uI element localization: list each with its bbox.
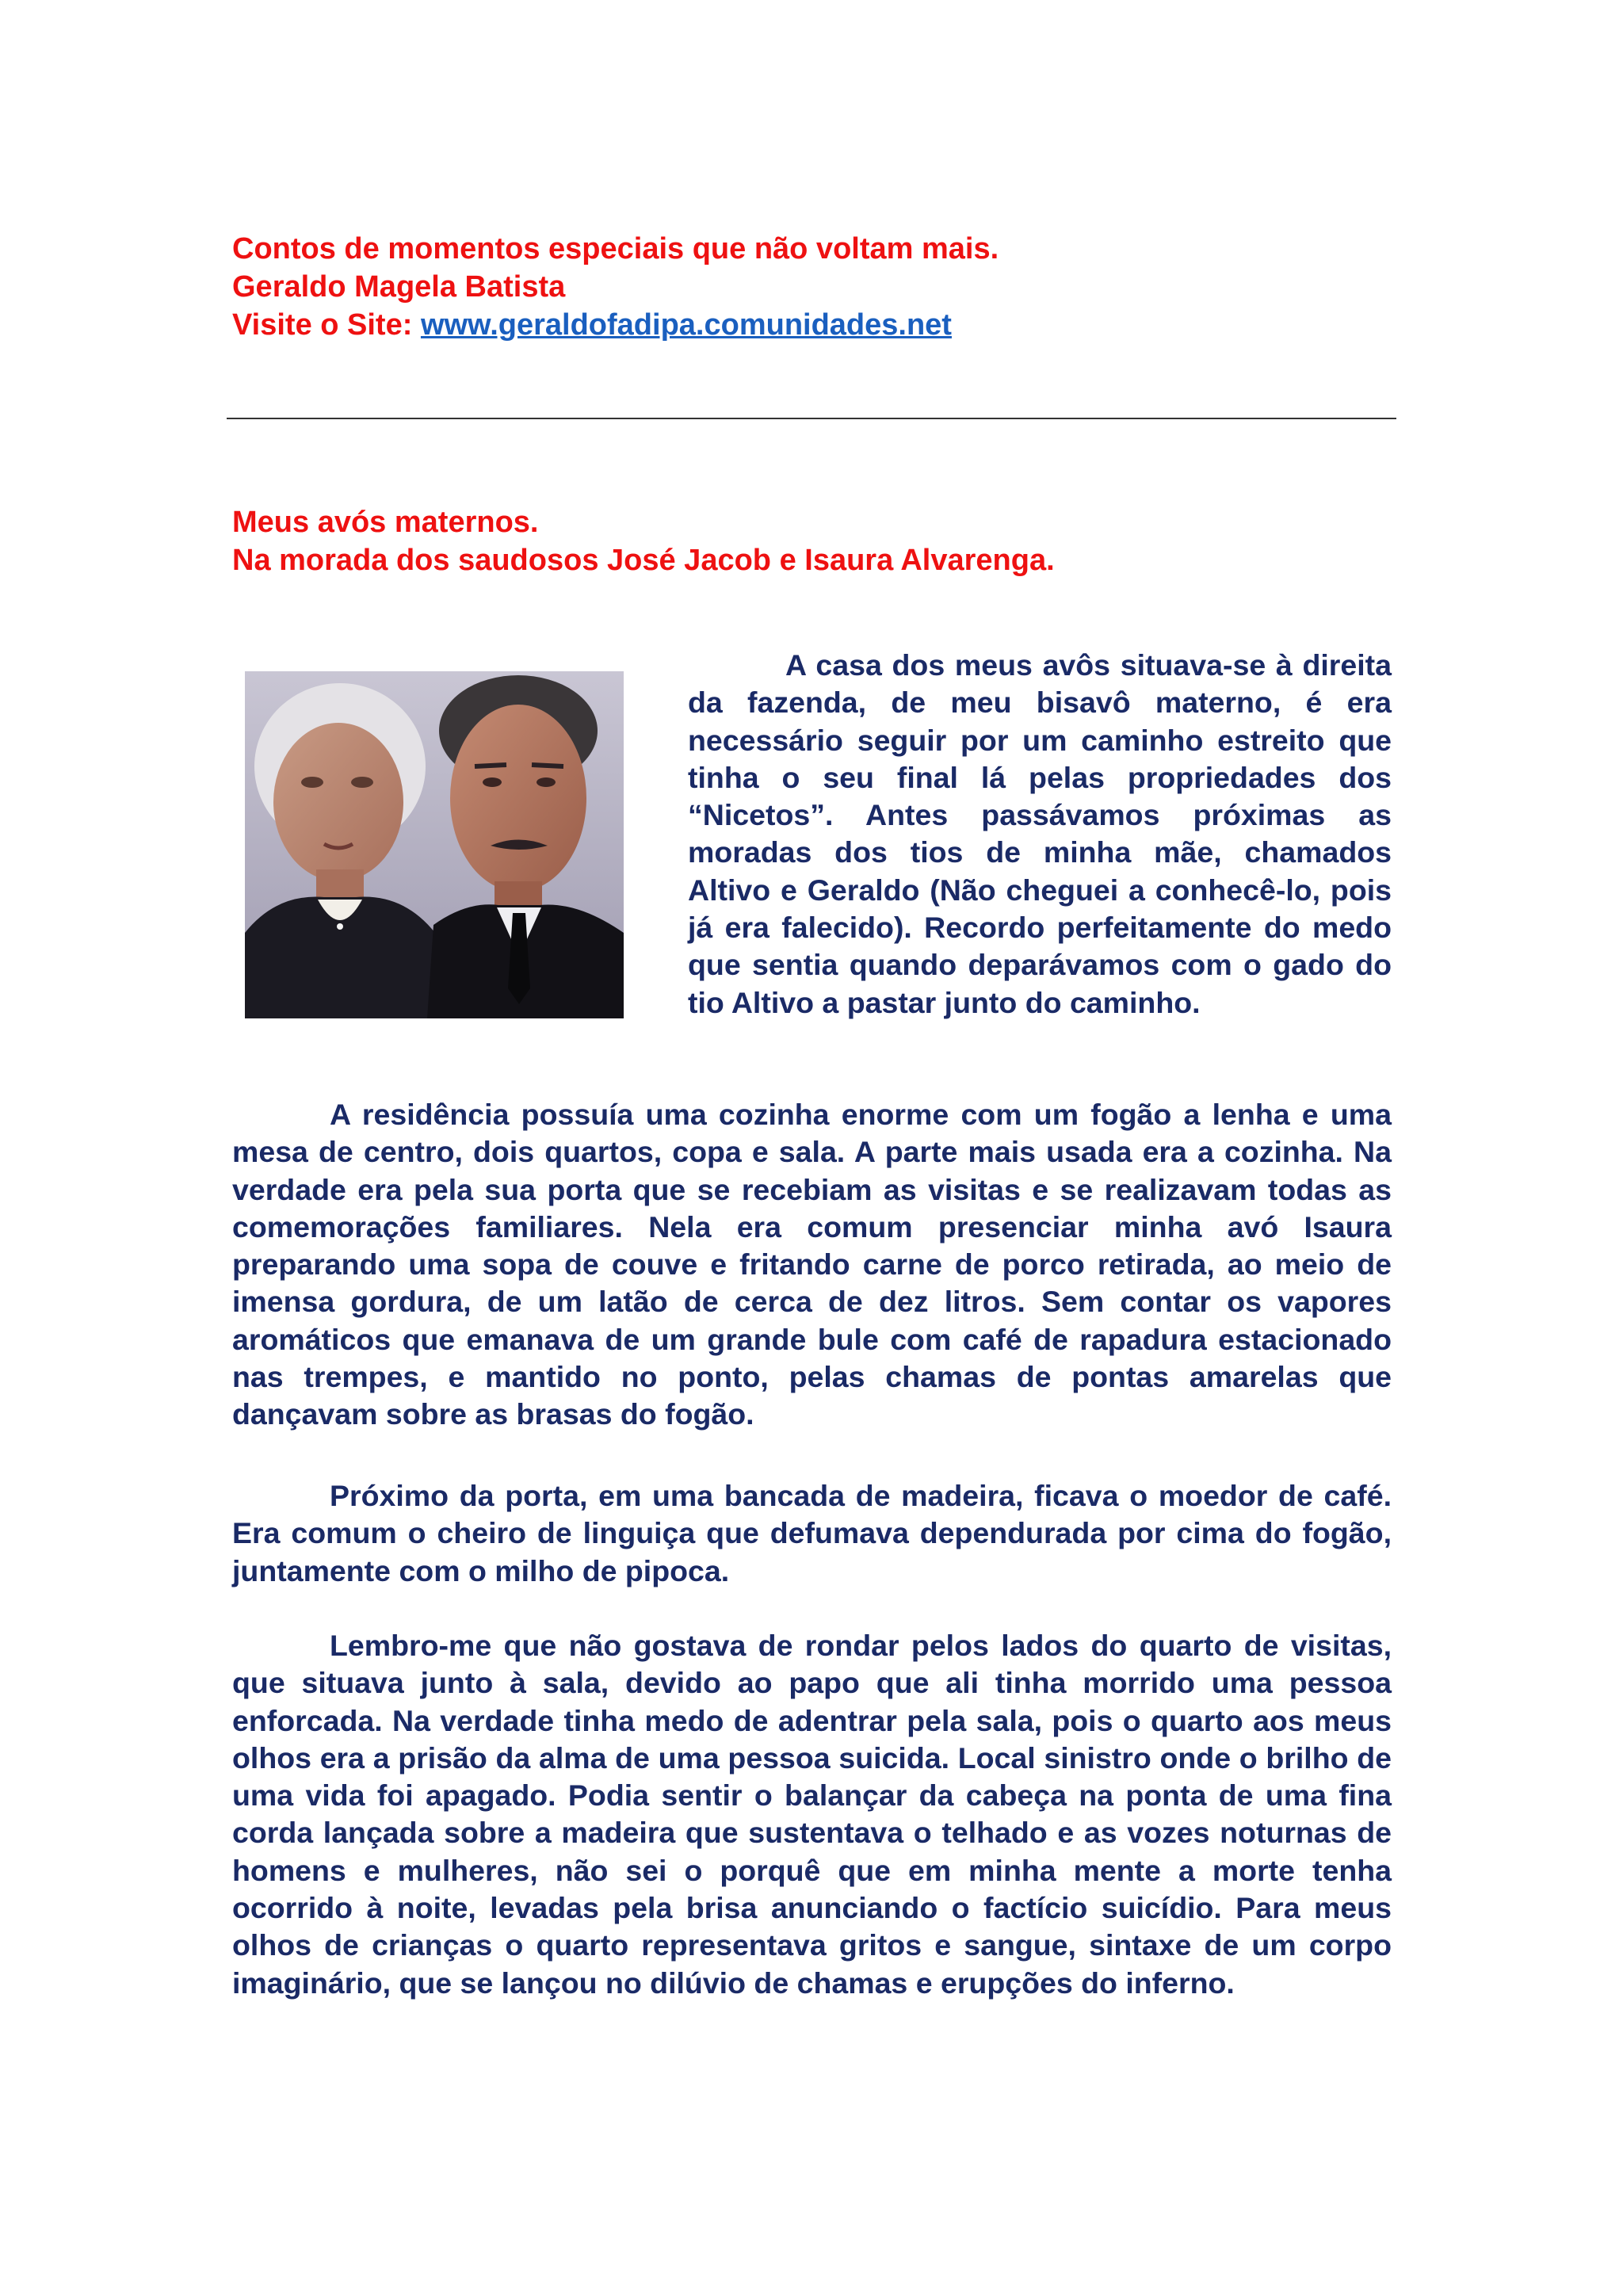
paragraph-3: Próximo da porta, em uma bancada de madeira, ficava o moedor de café. Era comum o cheiro de linguiça que defumava dependurada por cima do fogão, juntamente com o milho de pipoca. [232,1479,1392,1587]
site-link[interactable]: www.geraldofadipa.comunidades.net [420,308,952,342]
grandparents-photo [245,671,624,1018]
header-block [232,230,1421,344]
story-title: Meus avós maternos. [232,506,539,539]
paragraph-2: A residência possuía uma cozinha enorme com um fogão a lenha e uma mesa de centro, dois quartos, copa e sala. A parte mais usada era a cozinha. Na verdade era pela sua porta que se recebiam as visitas e se realizavam todas as comemorações familiares. Nela era comum presenciar minha avó Isaura preparando uma sopa de couve e fritando carne de porco retirada, ao meio de imensa gordura, de um latão de cerca de dez litros. Sem contar os vapores aromáticos que emanava de um grande bule com café de rapadura estacionado nas trempes, e mantido no ponto, pelas chamas de pontas amarelas que dançavam sobre as brasas do fogão. [232,1098,1392,1431]
site-label: Visite o Site: [232,308,421,342]
horizontal-divider [227,418,1396,419]
author-name: Geraldo Magela Batista [232,270,566,304]
paragraph-1: A casa dos meus avôs situava-se à direita da fazenda, de meu bisavô materno, é era necessário seguir por um caminho estreito que tinha o seu final lá pelas propriedades dos “Nicetos”. Antes passávamos próximas as moradas dos tios de minha mãe, chamados Altivo e Geraldo (Não cheguei a conhecê-lo, pois já era falecido). Recordo perfeitamente do medo que sentia quando deparávamos com o gado do tio Altivo a pastar junto do caminho. [688,648,1392,1019]
series-title: Contos de momentos especiais que não voltam mais. [232,232,999,266]
site-line [232,306,1421,344]
story-subtitle: Na morada dos saudosos José Jacob e Isaura Alvarenga. [232,544,1055,577]
subtitle-block [232,503,1421,579]
paragraph-4: Lembro-me que não gostava de rondar pelos lados do quarto de visitas, que situava junto à sala, devido ao papo que ali tinha morrido uma pessoa enforcada. Na verdade tinha medo de adentrar pela sala, pois o quarto aos meus olhos era a prisão da alma de uma pessoa suicida. Local sinistro onde o brilho de uma vida foi apagado. Podia sentir o balançar da cabeça na ponta de uma fina corda lançada sobre a madeira que sustentava o telhado e as vozes noturnas de homens e mulheres, não sei o porquê que em minha mente a morte tenha ocorrido à noite, levadas pela brisa anunciando o factício suicídio. Para meus olhos de crianças o quarto representava gritos e sangue, sintaxe de um corpo imaginário, que se lançou no dilúvio de chamas e erupções do inferno. [232,1629,1392,2000]
